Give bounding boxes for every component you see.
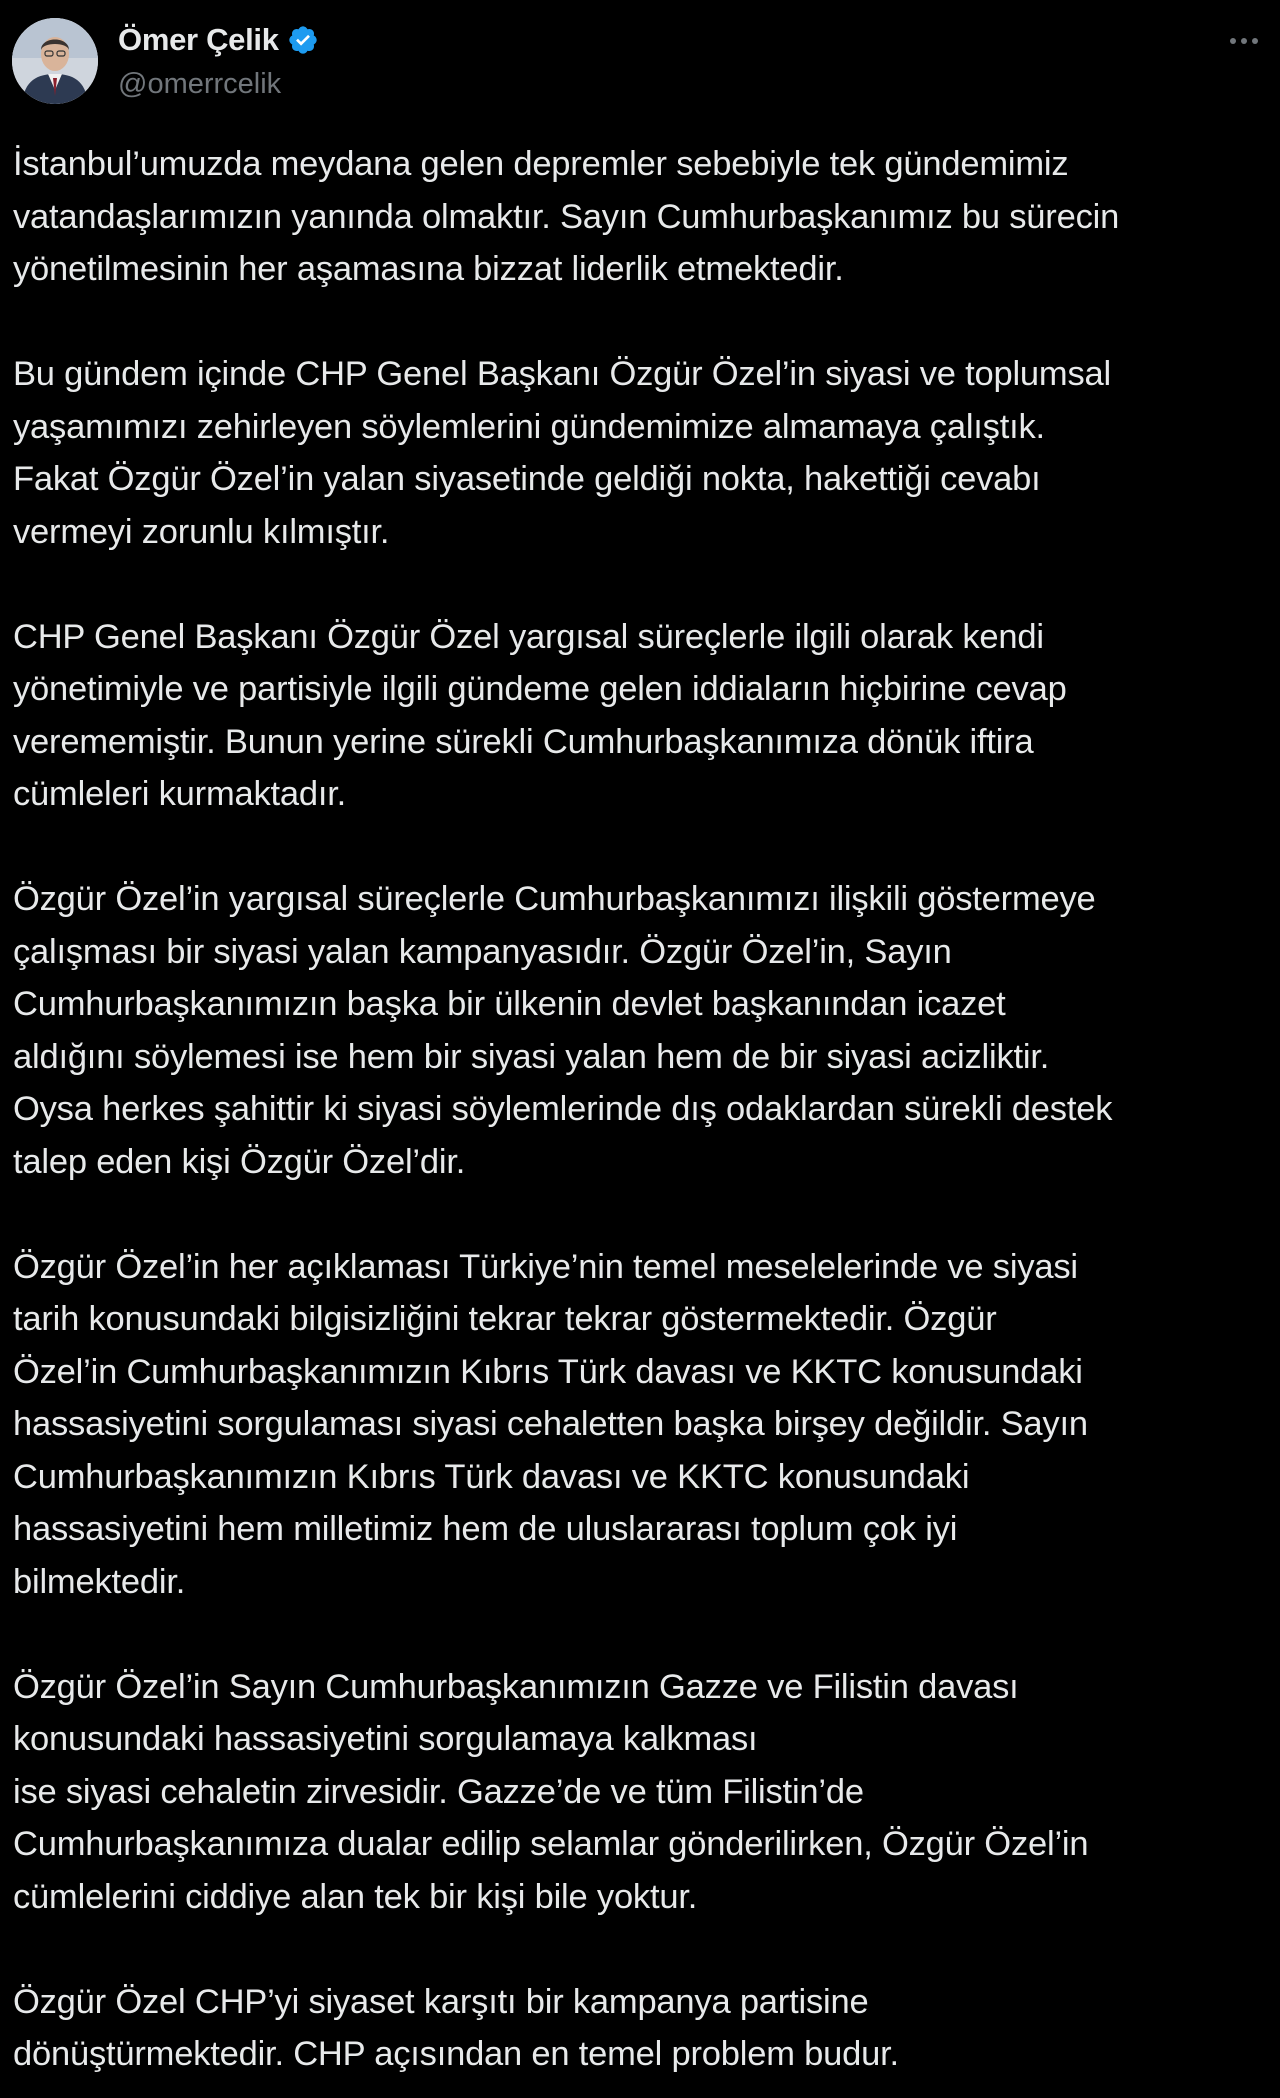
name-row <box>118 22 319 58</box>
profile-photo <box>12 18 98 104</box>
tweet-paragraph <box>13 611 1263 821</box>
tweet-line: Özgür Özel’in Sayın Cumhurbaşkanımızın Gazze ve Filistin davası <box>13 1667 1019 1706</box>
author-display-name[interactable]: Ömer Çelik <box>118 22 279 57</box>
verified-badge-icon[interactable] <box>287 24 319 56</box>
tweet-line: Özel’in Cumhurbaşkanımızın Kıbrıs Türk davası ve KKTC konusundaki <box>13 1352 1083 1391</box>
author-names <box>118 22 319 101</box>
tweet-line: İstanbul’umuzda meydana gelen depremler sebebiyle tek gündemimiz <box>13 145 1069 183</box>
more-horizontal-icon[interactable] <box>1220 26 1268 56</box>
tweet-line: ise siyasi cehaletin zirvesidir. Gazze’de ve tüm Filistin’de <box>13 1772 864 1811</box>
tweet-line: Cumhurbaşkanımızın başka bir ülkenin devlet başkanından icazet <box>13 985 1006 1023</box>
tweet-line: konusundaki hassasiyetini sorgulamaya kalkması <box>13 1720 758 1758</box>
tweet-line: Oysa herkes şahittir ki siyasi söylemlerinde dış odaklardan sürekli destek <box>13 1090 1113 1128</box>
tweet-line: vatandaşlarımızın yanında olmaktır. Sayın Cumhurbaşkanımız bu sürecin <box>13 197 1120 236</box>
tweet-paragraph <box>13 873 1263 1188</box>
tweet-paragraph <box>13 1976 1263 2081</box>
tweet-paragraph <box>13 138 1263 296</box>
tweet-line: yönetimiyle ve partisiyle ilgili gündeme gelen iddiaların hiçbirine cevap <box>13 670 1067 708</box>
tweet-line: aldığını söylemesi ise hem bir siyasi yalan hem de bir siyasi acizliktir. <box>13 1037 1050 1076</box>
tweet-line: bilmektedir. <box>13 1562 186 1601</box>
tweet-line: Özgür Özel CHP’yi siyaset karşıtı bir kampanya partisine <box>13 1982 869 2021</box>
tweet-paragraph <box>13 1241 1263 1609</box>
tweet-line: hassasiyetini hem milletimiz hem de uluslararası toplum çok iyi <box>13 1510 958 1548</box>
tweet-line: CHP Genel Başkanı Özgür Özel yargısal süreçlerle ilgili olarak kendi <box>13 617 1044 656</box>
avatar[interactable] <box>12 18 98 104</box>
tweet-line: verememiştir. Bunun yerine sürekli Cumhurbaşkanımıza dönük iftira <box>13 722 1034 761</box>
tweet-line: tarih konusundaki bilgisizliğini tekrar tekrar göstermektedir. Özgür <box>13 1300 997 1338</box>
tweet-line: çalışması bir siyasi yalan kampanyasıdır. Özgür Özel’in, Sayın <box>13 932 952 971</box>
tweet-line: Cumhurbaşkanımızın Kıbrıs Türk davası ve KKTC konusundaki <box>13 1457 970 1496</box>
tweet-line: talep eden kişi Özgür Özel’dir. <box>13 1142 466 1181</box>
author-handle[interactable]: @omerrcelik <box>118 68 282 100</box>
tweet-line: cümlelerini ciddiye alan tek bir kişi bile yoktur. <box>13 1877 698 1916</box>
tweet-paragraph <box>13 1661 1263 1924</box>
tweet-text <box>13 138 1263 2081</box>
tweet-line: yönetilmesinin her aşamasına bizzat liderlik etmektedir. <box>13 250 844 288</box>
tweet-line: Özgür Özel’in her açıklaması Türkiye’nin temel meselelerinde ve siyasi <box>13 1247 1078 1286</box>
tweet-line: Özgür Özel’in yargısal süreçlerle Cumhurbaşkanımızı ilişkili göstermeye <box>13 880 1096 918</box>
tweet-line: Fakat Özgür Özel’in yalan siyasetinde geldiği nokta, hakettiği cevabı <box>13 460 1041 498</box>
tweet-line: cümleleri kurmaktadır. <box>13 775 347 813</box>
tweet-line: Cumhurbaşkanımıza dualar edilip selamlar gönderilirken, Özgür Özel’in <box>13 1825 1089 1863</box>
tweet-line: hassasiyetini sorgulaması siyasi cehaletten başka birşey değildir. Sayın <box>13 1405 1088 1443</box>
tweet-line: Bu gündem içinde CHP Genel Başkanı Özgür Özel’in siyasi ve toplumsal <box>13 355 1111 393</box>
tweet-line: yaşamımızı zehirleyen söylemlerini gündemimize almamaya çalıştık. <box>13 407 1045 446</box>
tweet-line: vermeyi zorunlu kılmıştır. <box>13 512 390 551</box>
tweet-paragraph <box>13 348 1263 558</box>
tweet-header <box>12 18 1268 108</box>
tweet-line: dönüştürmektedir. CHP açısından en temel problem budur. <box>13 2035 899 2073</box>
